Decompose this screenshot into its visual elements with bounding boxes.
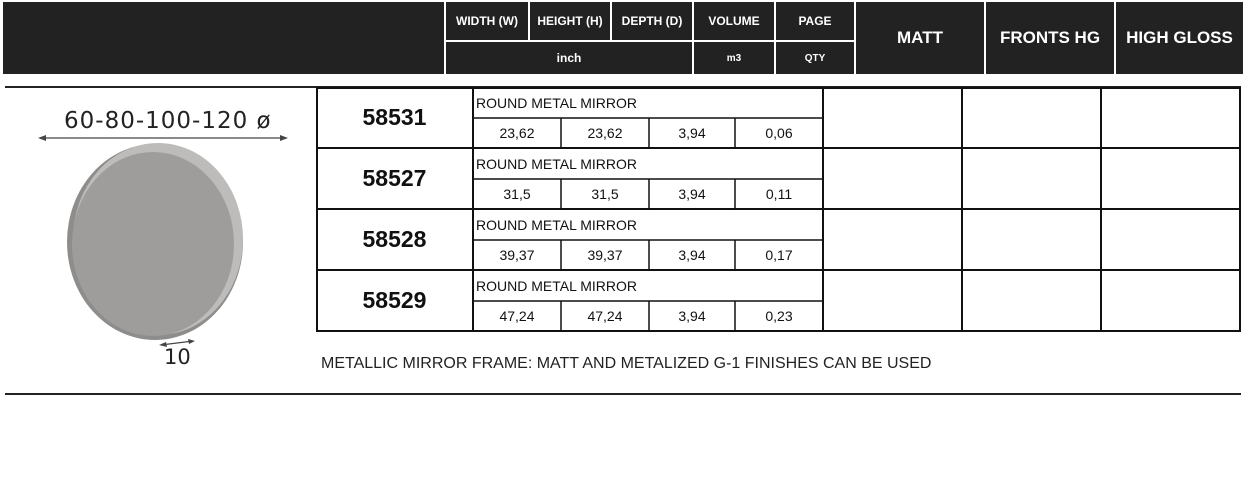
header-divider: [692, 2, 694, 74]
product-description: ROUND METAL MIRROR: [476, 216, 637, 233]
col-header-width: WIDTH (W): [446, 2, 528, 40]
product-code: 58529: [362, 287, 427, 313]
header-bar: [3, 2, 1243, 74]
product-description: ROUND METAL MIRROR: [476, 155, 637, 172]
header-divider: [610, 2, 612, 40]
unit-qty: QTY: [776, 42, 854, 74]
header-divider: [444, 2, 446, 74]
product-width: 39,37: [499, 247, 535, 263]
product-depth: 3,94: [678, 125, 706, 141]
header-divider: [528, 2, 530, 40]
unit-inch: inch: [446, 42, 692, 74]
col-header-depth: DEPTH (D): [612, 2, 692, 40]
product-width: 23,62: [499, 125, 535, 141]
round-mirror-drawing: [20, 92, 310, 382]
section-bottom-rule: [5, 393, 1241, 395]
product-code: 58527: [362, 165, 427, 191]
product-volume: 0,17: [765, 247, 793, 263]
finish-high-gloss: HIGH GLOSS: [1116, 2, 1243, 74]
header-divider: [984, 2, 986, 74]
product-volume: 0,11: [765, 186, 793, 202]
product-height: 47,24: [587, 308, 623, 324]
header-divider: [1114, 2, 1116, 74]
product-width: 47,24: [499, 308, 535, 324]
product-code: 58531: [362, 104, 427, 130]
product-description: ROUND METAL MIRROR: [476, 94, 637, 111]
product-height: 39,37: [587, 247, 623, 263]
header-divider: [774, 2, 776, 74]
product-volume: 0,23: [765, 308, 793, 324]
unit-m3: m3: [694, 42, 774, 74]
product-depth: 3,94: [678, 247, 706, 263]
finish-matt: MATT: [856, 2, 984, 74]
product-table: [316, 87, 1241, 332]
header-divider: [854, 2, 856, 74]
product-width: 31,5: [503, 186, 531, 202]
col-header-page: PAGE: [776, 2, 854, 40]
header-divider: [446, 40, 854, 42]
depth-label: 10: [164, 345, 191, 369]
product-code: 58528: [362, 226, 427, 252]
product-height: 23,62: [587, 125, 623, 141]
product-description: ROUND METAL MIRROR: [476, 277, 637, 294]
product-depth: 3,94: [678, 308, 706, 324]
product-volume: 0,06: [765, 125, 793, 141]
finish-note: METALLIC MIRROR FRAME: MATT AND METALIZED G-1 FINISHES CAN BE USED: [321, 355, 932, 372]
finish-fronts-hg: FRONTS HG: [986, 2, 1114, 74]
product-height: 31,5: [591, 186, 619, 202]
product-depth: 3,94: [678, 186, 706, 202]
diameter-label: 60-80-100-120 ø: [64, 108, 272, 134]
col-header-volume: VOLUME: [694, 2, 774, 40]
col-header-height: HEIGHT (H): [530, 2, 610, 40]
